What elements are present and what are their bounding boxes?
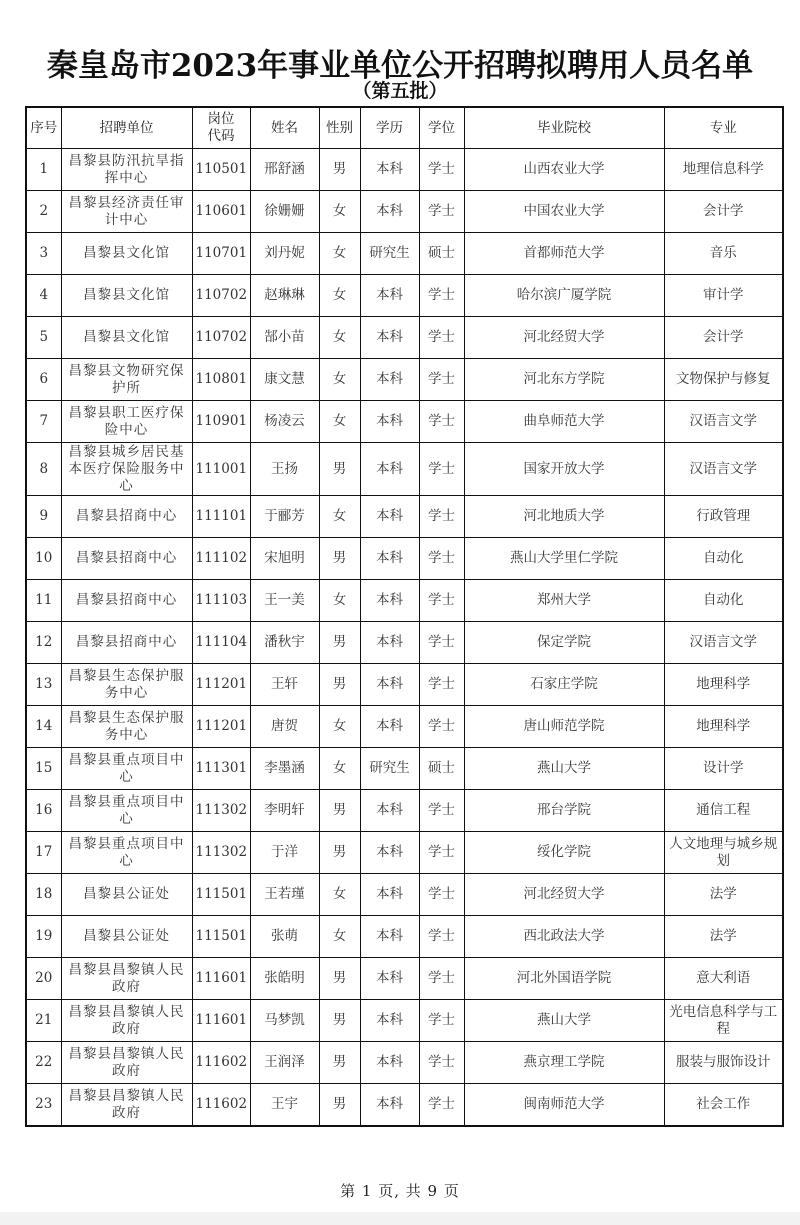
cell-education: 研究生 (360, 233, 419, 275)
table-row (26, 832, 783, 874)
cell-major: 汉语言文学 (664, 401, 783, 443)
cell-degree: 学士 (419, 359, 464, 401)
table-row (26, 622, 783, 664)
table-row (26, 1084, 783, 1127)
cell-degree: 学士 (419, 1000, 464, 1042)
cell-education: 本科 (360, 191, 419, 233)
cell-seq: 14 (26, 706, 61, 748)
cell-degree: 学士 (419, 1042, 464, 1084)
cell-name: 赵琳琳 (250, 275, 319, 317)
cell-code: 111602 (192, 1084, 250, 1127)
table-row (26, 275, 783, 317)
cell-major: 自动化 (664, 538, 783, 580)
cell-code: 110601 (192, 191, 250, 233)
header-education: 学历 (360, 107, 419, 149)
cell-education: 本科 (360, 149, 419, 191)
cell-code: 111501 (192, 874, 250, 916)
cell-gender: 男 (319, 832, 360, 874)
table-row (26, 443, 783, 496)
cell-unit: 昌黎县公证处 (61, 916, 192, 958)
cell-gender: 男 (319, 538, 360, 580)
cell-school: 保定学院 (464, 622, 664, 664)
table-row (26, 748, 783, 790)
cell-seq: 2 (26, 191, 61, 233)
cell-name: 王若瑾 (250, 874, 319, 916)
cell-major: 汉语言文学 (664, 622, 783, 664)
document-title: 秦皇岛市2023年事业单位公开招聘拟聘用人员名单 (46, 48, 754, 84)
cell-name: 王宇 (250, 1084, 319, 1127)
cell-code: 111102 (192, 538, 250, 580)
header-name: 姓名 (250, 107, 319, 149)
cell-major: 意大利语 (664, 958, 783, 1000)
cell-school: 唐山师范学院 (464, 706, 664, 748)
cell-school: 西北政法大学 (464, 916, 664, 958)
table-row (26, 149, 783, 191)
table-row (26, 191, 783, 233)
cell-name: 潘秋宇 (250, 622, 319, 664)
cell-name: 刘丹妮 (250, 233, 319, 275)
cell-major: 会计学 (664, 317, 783, 359)
table-row (26, 1042, 783, 1084)
cell-education: 本科 (360, 496, 419, 538)
cell-gender: 女 (319, 275, 360, 317)
cell-code: 111501 (192, 916, 250, 958)
table-row (26, 233, 783, 275)
cell-degree: 学士 (419, 790, 464, 832)
cell-seq: 6 (26, 359, 61, 401)
cell-gender: 男 (319, 790, 360, 832)
cell-seq: 16 (26, 790, 61, 832)
cell-school: 中国农业大学 (464, 191, 664, 233)
cell-unit: 昌黎县昌黎镇人民政府 (61, 1042, 192, 1084)
header-gender: 性别 (319, 107, 360, 149)
cell-gender: 男 (319, 443, 360, 496)
cell-degree: 学士 (419, 149, 464, 191)
cell-degree: 硕士 (419, 233, 464, 275)
cell-degree: 学士 (419, 401, 464, 443)
cell-degree: 学士 (419, 580, 464, 622)
cell-name: 李明轩 (250, 790, 319, 832)
page-bottom-strip (0, 1212, 800, 1225)
cell-education: 本科 (360, 874, 419, 916)
header-seq: 序号 (26, 107, 61, 149)
table-header-row (26, 107, 783, 149)
cell-degree: 学士 (419, 916, 464, 958)
cell-school: 燕山大学里仁学院 (464, 538, 664, 580)
cell-seq: 1 (26, 149, 61, 191)
cell-unit: 昌黎县重点项目中心 (61, 748, 192, 790)
cell-education: 本科 (360, 443, 419, 496)
cell-seq: 12 (26, 622, 61, 664)
cell-unit: 昌黎县昌黎镇人民政府 (61, 958, 192, 1000)
header-unit: 招聘单位 (61, 107, 192, 149)
cell-gender: 男 (319, 622, 360, 664)
cell-education: 本科 (360, 958, 419, 1000)
cell-education: 本科 (360, 580, 419, 622)
cell-seq: 11 (26, 580, 61, 622)
cell-education: 本科 (360, 1084, 419, 1127)
cell-major: 人文地理与城乡规划 (664, 832, 783, 874)
cell-major: 社会工作 (664, 1084, 783, 1127)
cell-education: 本科 (360, 401, 419, 443)
cell-education: 本科 (360, 275, 419, 317)
header-school: 毕业院校 (464, 107, 664, 149)
cell-school: 燕山大学 (464, 748, 664, 790)
cell-school: 郑州大学 (464, 580, 664, 622)
cell-unit: 昌黎县防汛抗旱指挥中心 (61, 149, 192, 191)
cell-name: 王扬 (250, 443, 319, 496)
cell-degree: 学士 (419, 832, 464, 874)
cell-code: 110501 (192, 149, 250, 191)
cell-code: 111302 (192, 790, 250, 832)
cell-unit: 昌黎县招商中心 (61, 622, 192, 664)
cell-name: 徐姗姗 (250, 191, 319, 233)
cell-school: 燕山大学 (464, 1000, 664, 1042)
cell-name: 张萌 (250, 916, 319, 958)
table-row (26, 401, 783, 443)
cell-major: 文物保护与修复 (664, 359, 783, 401)
table-row (26, 958, 783, 1000)
cell-school: 绥化学院 (464, 832, 664, 874)
table-row (26, 496, 783, 538)
cell-name: 邢舒涵 (250, 149, 319, 191)
cell-seq: 22 (26, 1042, 61, 1084)
table-row (26, 317, 783, 359)
cell-major: 自动化 (664, 580, 783, 622)
cell-school: 河北经贸大学 (464, 317, 664, 359)
cell-seq: 15 (26, 748, 61, 790)
cell-education: 本科 (360, 1042, 419, 1084)
cell-unit: 昌黎县城乡居民基本医疗保险服务中心 (61, 443, 192, 496)
cell-name: 康文慧 (250, 359, 319, 401)
table-row (26, 790, 783, 832)
cell-code: 110702 (192, 275, 250, 317)
cell-seq: 3 (26, 233, 61, 275)
cell-code: 111601 (192, 1000, 250, 1042)
cell-degree: 学士 (419, 622, 464, 664)
cell-seq: 9 (26, 496, 61, 538)
cell-name: 马梦凯 (250, 1000, 319, 1042)
cell-gender: 女 (319, 580, 360, 622)
cell-code: 111602 (192, 1042, 250, 1084)
cell-seq: 18 (26, 874, 61, 916)
cell-school: 河北地质大学 (464, 496, 664, 538)
cell-code: 111301 (192, 748, 250, 790)
cell-education: 本科 (360, 1000, 419, 1042)
cell-unit: 昌黎县昌黎镇人民政府 (61, 1084, 192, 1127)
cell-education: 研究生 (360, 748, 419, 790)
cell-name: 王轩 (250, 664, 319, 706)
cell-seq: 13 (26, 664, 61, 706)
cell-degree: 学士 (419, 191, 464, 233)
cell-gender: 男 (319, 958, 360, 1000)
cell-unit: 昌黎县昌黎镇人民政府 (61, 1000, 192, 1042)
header-code: 岗位代码 (192, 107, 250, 149)
cell-unit: 昌黎县公证处 (61, 874, 192, 916)
cell-school: 河北外国语学院 (464, 958, 664, 1000)
cell-name: 于洋 (250, 832, 319, 874)
cell-education: 本科 (360, 790, 419, 832)
table-row (26, 706, 783, 748)
cell-education: 本科 (360, 664, 419, 706)
cell-school: 闽南师范大学 (464, 1084, 664, 1127)
cell-gender: 女 (319, 317, 360, 359)
cell-unit: 昌黎县招商中心 (61, 538, 192, 580)
cell-unit: 昌黎县文化馆 (61, 275, 192, 317)
cell-unit: 昌黎县文物研究保护所 (61, 359, 192, 401)
cell-education: 本科 (360, 832, 419, 874)
cell-school: 河北经贸大学 (464, 874, 664, 916)
cell-code: 111103 (192, 580, 250, 622)
cell-gender: 女 (319, 916, 360, 958)
table-row (26, 580, 783, 622)
cell-code: 110702 (192, 317, 250, 359)
cell-gender: 女 (319, 874, 360, 916)
cell-gender: 女 (319, 496, 360, 538)
cell-gender: 男 (319, 1084, 360, 1127)
cell-code: 111302 (192, 832, 250, 874)
cell-school: 曲阜师范大学 (464, 401, 664, 443)
cell-education: 本科 (360, 706, 419, 748)
cell-school: 河北东方学院 (464, 359, 664, 401)
cell-code: 110801 (192, 359, 250, 401)
cell-name: 李墨涵 (250, 748, 319, 790)
cell-school: 石家庄学院 (464, 664, 664, 706)
table-row (26, 874, 783, 916)
cell-education: 本科 (360, 622, 419, 664)
cell-gender: 女 (319, 748, 360, 790)
cell-education: 本科 (360, 916, 419, 958)
cell-school: 邢台学院 (464, 790, 664, 832)
cell-degree: 学士 (419, 706, 464, 748)
cell-code: 111101 (192, 496, 250, 538)
cell-degree: 学士 (419, 275, 464, 317)
cell-degree: 学士 (419, 538, 464, 580)
cell-gender: 男 (319, 149, 360, 191)
cell-major: 音乐 (664, 233, 783, 275)
table-row (26, 916, 783, 958)
cell-gender: 女 (319, 359, 360, 401)
cell-code: 111201 (192, 664, 250, 706)
cell-unit: 昌黎县重点项目中心 (61, 790, 192, 832)
cell-education: 本科 (360, 359, 419, 401)
cell-seq: 23 (26, 1084, 61, 1127)
cell-unit: 昌黎县经济责任审计中心 (61, 191, 192, 233)
cell-degree: 学士 (419, 958, 464, 1000)
cell-degree: 硕士 (419, 748, 464, 790)
cell-unit: 昌黎县重点项目中心 (61, 832, 192, 874)
cell-unit: 昌黎县生态保护服务中心 (61, 706, 192, 748)
cell-unit: 昌黎县文化馆 (61, 317, 192, 359)
cell-gender: 女 (319, 401, 360, 443)
cell-unit: 昌黎县职工医疗保险中心 (61, 401, 192, 443)
cell-name: 张皓明 (250, 958, 319, 1000)
header-degree: 学位 (419, 107, 464, 149)
document-subtitle: （第五批） (352, 80, 448, 102)
cell-unit: 昌黎县招商中心 (61, 580, 192, 622)
cell-major: 通信工程 (664, 790, 783, 832)
cell-seq: 19 (26, 916, 61, 958)
cell-gender: 男 (319, 1042, 360, 1084)
cell-major: 汉语言文学 (664, 443, 783, 496)
cell-code: 111001 (192, 443, 250, 496)
cell-seq: 5 (26, 317, 61, 359)
cell-degree: 学士 (419, 317, 464, 359)
cell-code: 111601 (192, 958, 250, 1000)
cell-name: 杨凌云 (250, 401, 319, 443)
cell-gender: 女 (319, 706, 360, 748)
cell-code: 111104 (192, 622, 250, 664)
cell-major: 地理科学 (664, 706, 783, 748)
cell-major: 行政管理 (664, 496, 783, 538)
cell-major: 地理科学 (664, 664, 783, 706)
cell-name: 唐贺 (250, 706, 319, 748)
cell-name: 王润泽 (250, 1042, 319, 1084)
table-row (26, 359, 783, 401)
cell-school: 燕京理工学院 (464, 1042, 664, 1084)
cell-degree: 学士 (419, 496, 464, 538)
page-indicator: 第 1 页, 共 9 页 (340, 1182, 460, 1200)
cell-education: 本科 (360, 317, 419, 359)
cell-name: 王一美 (250, 580, 319, 622)
cell-gender: 男 (319, 664, 360, 706)
cell-major: 光电信息科学与工程 (664, 1000, 783, 1042)
cell-school: 山西农业大学 (464, 149, 664, 191)
cell-gender: 女 (319, 191, 360, 233)
table-row (26, 664, 783, 706)
cell-gender: 男 (319, 1000, 360, 1042)
cell-code: 110901 (192, 401, 250, 443)
cell-degree: 学士 (419, 443, 464, 496)
hiring-roster-table (25, 106, 784, 1127)
cell-school: 首都师范大学 (464, 233, 664, 275)
cell-degree: 学士 (419, 664, 464, 706)
cell-school: 国家开放大学 (464, 443, 664, 496)
cell-major: 会计学 (664, 191, 783, 233)
cell-code: 110701 (192, 233, 250, 275)
table-body (26, 149, 783, 1127)
cell-degree: 学士 (419, 874, 464, 916)
cell-major: 服装与服饰设计 (664, 1042, 783, 1084)
header-major: 专业 (664, 107, 783, 149)
cell-seq: 17 (26, 832, 61, 874)
cell-education: 本科 (360, 538, 419, 580)
cell-seq: 10 (26, 538, 61, 580)
cell-gender: 女 (319, 233, 360, 275)
cell-unit: 昌黎县招商中心 (61, 496, 192, 538)
table-row (26, 538, 783, 580)
cell-school: 哈尔滨广厦学院 (464, 275, 664, 317)
cell-seq: 20 (26, 958, 61, 1000)
cell-degree: 学士 (419, 1084, 464, 1127)
cell-major: 设计学 (664, 748, 783, 790)
cell-major: 法学 (664, 916, 783, 958)
cell-seq: 4 (26, 275, 61, 317)
cell-name: 郜小苗 (250, 317, 319, 359)
cell-seq: 21 (26, 1000, 61, 1042)
cell-seq: 8 (26, 443, 61, 496)
cell-major: 审计学 (664, 275, 783, 317)
cell-major: 法学 (664, 874, 783, 916)
cell-unit: 昌黎县文化馆 (61, 233, 192, 275)
cell-major: 地理信息科学 (664, 149, 783, 191)
table-row (26, 1000, 783, 1042)
cell-seq: 7 (26, 401, 61, 443)
cell-name: 宋旭明 (250, 538, 319, 580)
cell-name: 于郦芳 (250, 496, 319, 538)
cell-code: 111201 (192, 706, 250, 748)
cell-unit: 昌黎县生态保护服务中心 (61, 664, 192, 706)
